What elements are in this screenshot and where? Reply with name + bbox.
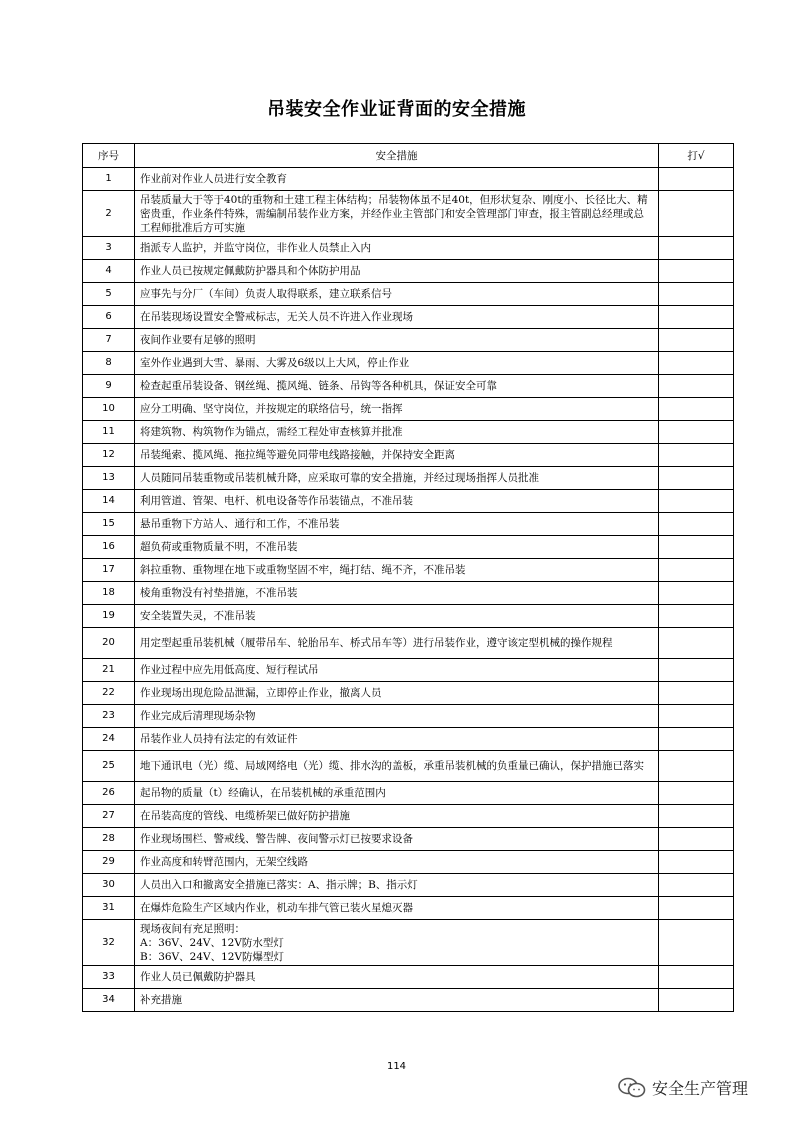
row-check-cell[interactable] — [659, 191, 734, 237]
row-measure: 将建筑物、构筑物作为锚点，需经工程处审查核算并批准 — [135, 421, 659, 444]
wechat-icon — [618, 1077, 646, 1099]
row-number: 24 — [83, 728, 135, 751]
row-number: 22 — [83, 682, 135, 705]
table-row — [83, 490, 734, 513]
row-measure: 安全装置失灵，不准吊装 — [135, 605, 659, 628]
row-number: 32 — [83, 920, 135, 966]
header-num: 序号 — [83, 144, 135, 168]
page-title: 吊装安全作业证背面的安全措施 — [267, 99, 526, 120]
table-row — [83, 444, 734, 467]
row-measure: 指派专人监护，并监守岗位，非作业人员禁止入内 — [135, 237, 659, 260]
row-check-cell[interactable] — [659, 375, 734, 398]
row-measure-line: A：36V、24V、12V防水型灯 — [140, 936, 284, 949]
row-number: 14 — [83, 490, 135, 513]
row-check-cell[interactable] — [659, 605, 734, 628]
table-row — [83, 559, 734, 582]
table-row — [83, 191, 734, 237]
row-check-cell[interactable] — [659, 398, 734, 421]
row-number: 12 — [83, 444, 135, 467]
brand-watermark — [618, 1076, 748, 1099]
header-check: 打√ — [659, 144, 734, 168]
row-measure: 在吊装现场设置安全警戒标志，无关人员不许进入作业现场 — [135, 306, 659, 329]
row-measure: 起吊物的质量（t）经确认，在吊装机械的承重范围内 — [135, 782, 659, 805]
row-check-cell[interactable] — [659, 705, 734, 728]
table-row — [83, 283, 734, 306]
table-row — [83, 782, 734, 805]
row-check-cell[interactable] — [659, 536, 734, 559]
row-check-cell[interactable] — [659, 966, 734, 989]
row-check-cell[interactable] — [659, 513, 734, 536]
row-number: 13 — [83, 467, 135, 490]
row-measure: 夜间作业要有足够的照明 — [135, 329, 659, 352]
table-row — [83, 168, 734, 191]
table-row — [83, 329, 734, 352]
row-check-cell[interactable] — [659, 306, 734, 329]
row-check-cell[interactable] — [659, 728, 734, 751]
row-number: 20 — [83, 628, 135, 659]
row-number: 6 — [83, 306, 135, 329]
row-measure: 超负荷或重物质量不明，不准吊装 — [135, 536, 659, 559]
row-number: 5 — [83, 283, 135, 306]
row-measure: 应事先与分厂（车间）负责人取得联系，建立联系信号 — [135, 283, 659, 306]
safety-measures-table — [82, 143, 734, 1012]
row-check-cell[interactable] — [659, 168, 734, 191]
row-number: 8 — [83, 352, 135, 375]
row-number: 11 — [83, 421, 135, 444]
row-number: 18 — [83, 582, 135, 605]
row-check-cell[interactable] — [659, 444, 734, 467]
table-row — [83, 513, 734, 536]
table-row — [83, 421, 734, 444]
row-measure: 人员随同吊装重物或吊装机械升降，应采取可靠的安全措施，并经过现场指挥人员批准 — [135, 467, 659, 490]
row-measure: 吊装绳索、揽风绳、拖拉绳等避免同带电线路接触，并保持安全距离 — [135, 444, 659, 467]
row-number: 19 — [83, 605, 135, 628]
table-row — [83, 751, 734, 782]
table-row — [83, 920, 734, 966]
table-row — [83, 398, 734, 421]
row-check-cell[interactable] — [659, 682, 734, 705]
row-measure: 作业现场围栏、警戒线、警告牌、夜间警示灯已按要求设备 — [135, 828, 659, 851]
table-row — [83, 306, 734, 329]
table-row — [83, 605, 734, 628]
page-number: 114 — [386, 1061, 407, 1072]
table-row — [83, 260, 734, 283]
row-measure: 作业过程中应先用低高度、短行程试吊 — [135, 659, 659, 682]
row-check-cell[interactable] — [659, 920, 734, 966]
row-measure: 人员出入口和撤离安全措施已落实：A、指示牌；B、指示灯 — [135, 874, 659, 897]
row-check-cell[interactable] — [659, 237, 734, 260]
table-row — [83, 705, 734, 728]
row-measure-line: B：36V、24V、12V防爆型灯 — [140, 950, 285, 963]
table-row — [83, 237, 734, 260]
brand-name: 安全生产管理 — [652, 1079, 749, 1098]
row-measure: 作业人员已佩戴防护器具 — [135, 966, 659, 989]
row-measure: 在爆炸危险生产区域内作业，机动车排气管已装火星熄灭器 — [135, 897, 659, 920]
row-check-cell[interactable] — [659, 582, 734, 605]
row-measure: 作业前对作业人员进行安全教育 — [135, 168, 659, 191]
row-measure: 在吊装高度的管线、电缆桥架已做好防护措施 — [135, 805, 659, 828]
row-check-cell[interactable] — [659, 467, 734, 490]
row-number: 16 — [83, 536, 135, 559]
row-number: 33 — [83, 966, 135, 989]
table-row — [83, 805, 734, 828]
row-number: 10 — [83, 398, 135, 421]
row-check-cell[interactable] — [659, 628, 734, 659]
table-row — [83, 467, 734, 490]
row-number: 21 — [83, 659, 135, 682]
row-check-cell[interactable] — [659, 559, 734, 582]
row-measure: 作业现场出现危险品泄漏，立即停止作业，撤离人员 — [135, 682, 659, 705]
row-number: 4 — [83, 260, 135, 283]
row-measure: 检查起重吊装设备、钢丝绳、揽风绳、链条、吊钩等各种机具，保证安全可靠 — [135, 375, 659, 398]
row-measure: 作业人员已按规定佩戴防护器具和个体防护用品 — [135, 260, 659, 283]
table-row — [83, 659, 734, 682]
row-measure: 地下通讯电（光）缆、局域网络电（光）缆、排水沟的盖板，承重吊装机械的负重量已确认，保护措施已落实 — [135, 751, 659, 782]
row-number: 30 — [83, 874, 135, 897]
row-check-cell[interactable] — [659, 874, 734, 897]
row-number: 26 — [83, 782, 135, 805]
row-measure: 作业高度和转臂范围内，无架空线路 — [135, 851, 659, 874]
row-number: 2 — [83, 191, 135, 237]
row-number: 7 — [83, 329, 135, 352]
row-number: 29 — [83, 851, 135, 874]
row-number: 9 — [83, 375, 135, 398]
table-row — [83, 728, 734, 751]
row-number: 23 — [83, 705, 135, 728]
table-row — [83, 536, 734, 559]
row-measure: 应分工明确、坚守岗位，并按规定的联络信号，统一指挥 — [135, 398, 659, 421]
row-measure — [135, 920, 659, 966]
row-check-cell[interactable] — [659, 989, 734, 1012]
row-number: 17 — [83, 559, 135, 582]
row-check-cell[interactable] — [659, 490, 734, 513]
row-number: 27 — [83, 805, 135, 828]
row-measure: 悬吊重物下方站人、通行和工作，不准吊装 — [135, 513, 659, 536]
table-row — [83, 897, 734, 920]
table-row — [83, 874, 734, 897]
table-row — [83, 352, 734, 375]
row-check-cell[interactable] — [659, 751, 734, 782]
table-row — [83, 989, 734, 1012]
table-header-row — [83, 144, 734, 168]
row-number: 31 — [83, 897, 135, 920]
row-measure-line: 现场夜间有充足照明： — [140, 922, 245, 935]
row-measure: 用定型起重吊装机械（履带吊车、轮胎吊车、桥式吊车等）进行吊装作业，遵守该定型机械的操作规程 — [135, 628, 659, 659]
row-check-cell[interactable] — [659, 897, 734, 920]
table-row — [83, 582, 734, 605]
row-measure: 斜拉重物、重物埋在地下或重物坚固不牢，绳打结、绳不齐，不准吊装 — [135, 559, 659, 582]
row-number: 25 — [83, 751, 135, 782]
row-check-cell[interactable] — [659, 329, 734, 352]
row-measure: 吊装作业人员持有法定的有效证件 — [135, 728, 659, 751]
table-row — [83, 828, 734, 851]
row-check-cell[interactable] — [659, 782, 734, 805]
table-row — [83, 682, 734, 705]
row-number: 28 — [83, 828, 135, 851]
row-check-cell[interactable] — [659, 421, 734, 444]
row-number: 1 — [83, 168, 135, 191]
row-check-cell[interactable] — [659, 283, 734, 306]
row-number: 34 — [83, 989, 135, 1012]
table-row — [83, 375, 734, 398]
header-measure: 安全措施 — [135, 144, 659, 168]
table-row — [83, 966, 734, 989]
row-number: 3 — [83, 237, 135, 260]
row-measure: 补充措施 — [135, 989, 659, 1012]
row-measure: 吊装质量大于等于40t的重物和土建工程主体结构；吊装物体虽不足40t，但形状复杂、刚度小、长径比大、精密贵重，作业条件特殊，需编制吊装作业方案，并经作业主管部门和安全管理部门审查，报主管副总经理或总工程师批准后方可实施 — [135, 191, 659, 237]
row-measure: 利用管道、管架、电杆、机电设备等作吊装锚点，不准吊装 — [135, 490, 659, 513]
row-check-cell[interactable] — [659, 260, 734, 283]
row-measure: 室外作业遇到大雪、暴雨、大雾及6级以上大风，停止作业 — [135, 352, 659, 375]
row-check-cell[interactable] — [659, 851, 734, 874]
row-check-cell[interactable] — [659, 659, 734, 682]
row-check-cell[interactable] — [659, 828, 734, 851]
row-number: 15 — [83, 513, 135, 536]
row-check-cell[interactable] — [659, 805, 734, 828]
row-measure: 棱角重物没有衬垫措施，不准吊装 — [135, 582, 659, 605]
row-check-cell[interactable] — [659, 352, 734, 375]
table-row — [83, 851, 734, 874]
row-measure: 作业完成后清理现场杂物 — [135, 705, 659, 728]
table-row — [83, 628, 734, 659]
